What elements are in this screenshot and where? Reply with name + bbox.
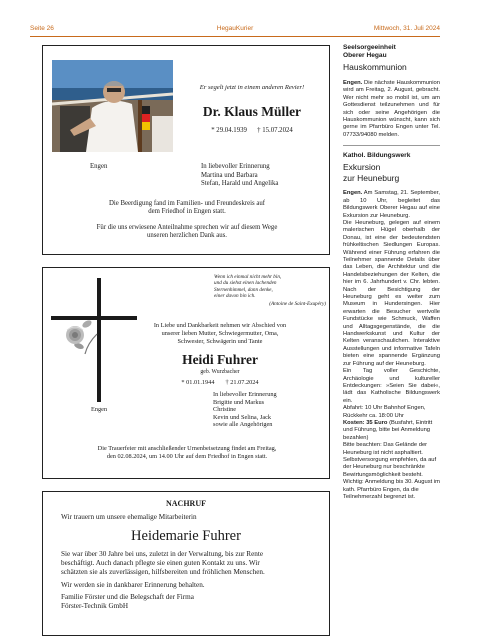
title-line: Exkursion [343,162,381,173]
maiden-name: geb. Wurzbacher [200,369,240,375]
article-kicker: Kathol. Bildungswerk [343,152,411,160]
article-text: Die Heuneburg, gelegen auf einem malerischen Hügel oberhalb der Donau, ist eine der bedeutendsten frühkeltischen Siedlungen Europas. Während einer Führung erfahren die Teilnehmer spannende Details über das Leben, die Architektur und die Handelsbeziehungen der Kelten, die hier im 6. Jahrhundert v. Chr. lebten. Nach der Besichtigung der Heuneburg geht es weiter zum Museum in Hundersingen. Hier erwarten die Besucher wertvolle Fundstücke wie Schmuck, Waffen und Alltagsgegenstände, die die Handwerkskunst und Kultur der Kelten veranschaulichen. Interaktive Ausstellungen und informative Tafeln bieten eine spannende Ergänzung zur Führung auf der Heuneburg. [343,219,440,367]
thanks-note-line: Für die uns erwiesene Anteilnahme sprechen wir auf diesem Wege [96,224,278,231]
deceased-name: Dr. Klaus Müller [202,104,302,119]
notice-body [61,550,323,578]
title-line: zur Heuneburg [343,172,400,183]
article-title [343,162,440,183]
quote-line: Sternenhimmel, dann denke, [214,286,273,293]
sailing-photo [52,60,173,152]
article-text: Am Samstag, 21. September, ab 10 Uhr, begleitet das Bildungswerk Oberer Hegau auf eine Exkursion zur Heuneburg. [343,190,440,219]
life-dates [133,379,307,386]
farewell-intro-line: In Liebe und Dankbarkeit nehmen wir Abschied von [153,322,287,329]
motto: Er segelt jetzt in einem anderen Revier! [199,84,305,91]
obituary-notice-mueller [42,45,330,255]
deceased-name: Heidemarie Fuhrer [131,528,241,544]
kicker-line: Oberer Hegau [343,52,387,60]
mourners-line: sowie alle Angehörigen [213,421,273,429]
kicker-line: Seelsorgeeinheit [343,44,396,51]
article-text: Die nächste Hauskommunion wird am Freitag, 2. August, gebracht. Wer nicht mehr so mobil ist, um am Gottesdienst teilzunehmen und für sich oder seine Angehörigen die Hauskommunion wünscht, kann sich gerne im Pfarrbüro Engen unter Tel. 07733/94080 melden. [343,79,440,138]
funeral-info-line: dem Friedhof in Engen statt. [148,208,226,216]
article-separator [343,145,440,146]
mourners [201,163,278,189]
notice-intro: Wir trauern um unsere ehemalige Mitarbeiterin [61,513,197,521]
funeral-info-line: den 02.08.2024, um 14.00 Uhr auf dem Friedhof in Engen statt. [106,452,268,460]
cost-text: (Busfahrt, Eintritt und Führung, bitte bei Anmeldung bezahlen) [343,419,433,441]
notice-signature [61,593,194,611]
quote-line: einer davon bin ich. [214,293,256,300]
birth-date: * 29.04.1939 [211,127,247,134]
obituary-notice-company [42,491,330,636]
mourners [213,391,277,429]
header-rule [30,36,440,37]
funeral-info-line: Die Beerdigung fand im Familien- und Freundeskreis auf [108,200,266,207]
note-info: Bitte beachten: Das Gelände der Heuneburg ist nicht asphaltiert. Selbstversorgung empfehlen, da auf der Heuneburg nur beschränkte Bewirtungsmöglichkeit besteht. [343,442,437,478]
mourners-line: Stefan, Harald und Angelika [201,180,279,188]
news-column [343,44,440,501]
notice-title: NACHRUF [166,499,206,508]
farewell-intro [133,322,307,346]
issue-date: Mittwoch, 31. Juli 2024 [373,25,440,32]
article-dateline: Engen. [343,79,363,86]
article-title: Hauskommunion [343,62,407,73]
article-dateline: Engen. [343,190,363,197]
place: Engen [90,163,108,170]
quote [214,274,326,307]
mourners-line: Martina und Barbara [201,171,258,179]
farewell-intro-line: unserer lieben Mutter, Schwiegermutter, Oma, [161,330,279,337]
thanks-note [53,224,321,241]
article-body [343,190,440,501]
mourners-line: Kevin und Selina, Jack [213,413,272,421]
funeral-info [53,200,321,217]
notice-closing: Wir werden sie in dankbarer Erinnerung behalten. [61,581,205,589]
article-text: Ein Tag voller Geschichte, Archäologie und kultureller Entdeckungen: »Seien Sie dabei«, lädt das Katholische Bildungswerk ein. [343,368,440,404]
notice-body-line: beschäftigt. Auch danach pflegte sie einen guten Kontakt zu uns. Wir [61,559,260,568]
mourners-line: Christine [213,406,237,414]
quote-line: und du siehst einen lachenden [214,280,277,287]
farewell-intro-line: Schwester, Schwägerin und Tante [177,338,263,345]
life-dates [173,127,331,134]
notice-body-line: Sie war über 30 Jahre bei uns, zuletzt in der Verwaltung, bis zur Rente [61,550,264,558]
deceased-name: Heidi Fuhrer [182,352,258,367]
funeral-info-line: Die Trauerfeier mit anschließender Urnenbeisetzung findet am Freitag, [97,445,277,452]
mourners-line: In liebevoller Erinnerung [213,391,277,398]
signature-line: Familie Förster und die Belegschaft der Firma [61,593,194,601]
death-date: † 15.07.2024 [257,127,293,134]
registration-info: Wichtig: Anmeldung bis 30. August im kath. Pfarrbüro Engen, da die Teilnehmerzahl begrenzt ist. [343,479,440,501]
cost-info [343,420,440,442]
thanks-note-line: unseren herzlichen Dank aus. [146,232,228,240]
birth-date: * 01.01.1944 [181,379,215,386]
cost-label: Kosten: 35 Euro [343,419,388,426]
quote-line: Wenn ich einmal nicht mehr bin, [214,274,282,280]
page-header [30,22,440,36]
article-kicker [343,44,440,60]
funeral-info [51,445,323,461]
signature-line: Förster-Technik GmbH [61,602,129,611]
place: Engen [91,406,108,413]
notice-body-line: schätzten sie als zuverlässigen, hilfsbereiten und fröhlichen Menschen. [61,568,265,577]
cross-with-rose [51,274,137,404]
death-date: † 21.07.2024 [225,379,259,386]
article-body [343,80,440,139]
mourners-line: Brigitte und Markus [213,398,265,406]
page-number: Seite 26 [30,25,54,32]
departure-info: Abfahrt: 10 Uhr Bahnhof Engen, Rückkehr ca. 18:00 Uhr [343,405,426,419]
mourners-line: In liebevoller Erinnerung [201,163,270,170]
quote-source: (Antoine de Saint-Exupéry) [269,300,326,307]
newspaper-name: HegauKurier [216,25,254,32]
obituary-notice-fuhrer [42,267,330,479]
